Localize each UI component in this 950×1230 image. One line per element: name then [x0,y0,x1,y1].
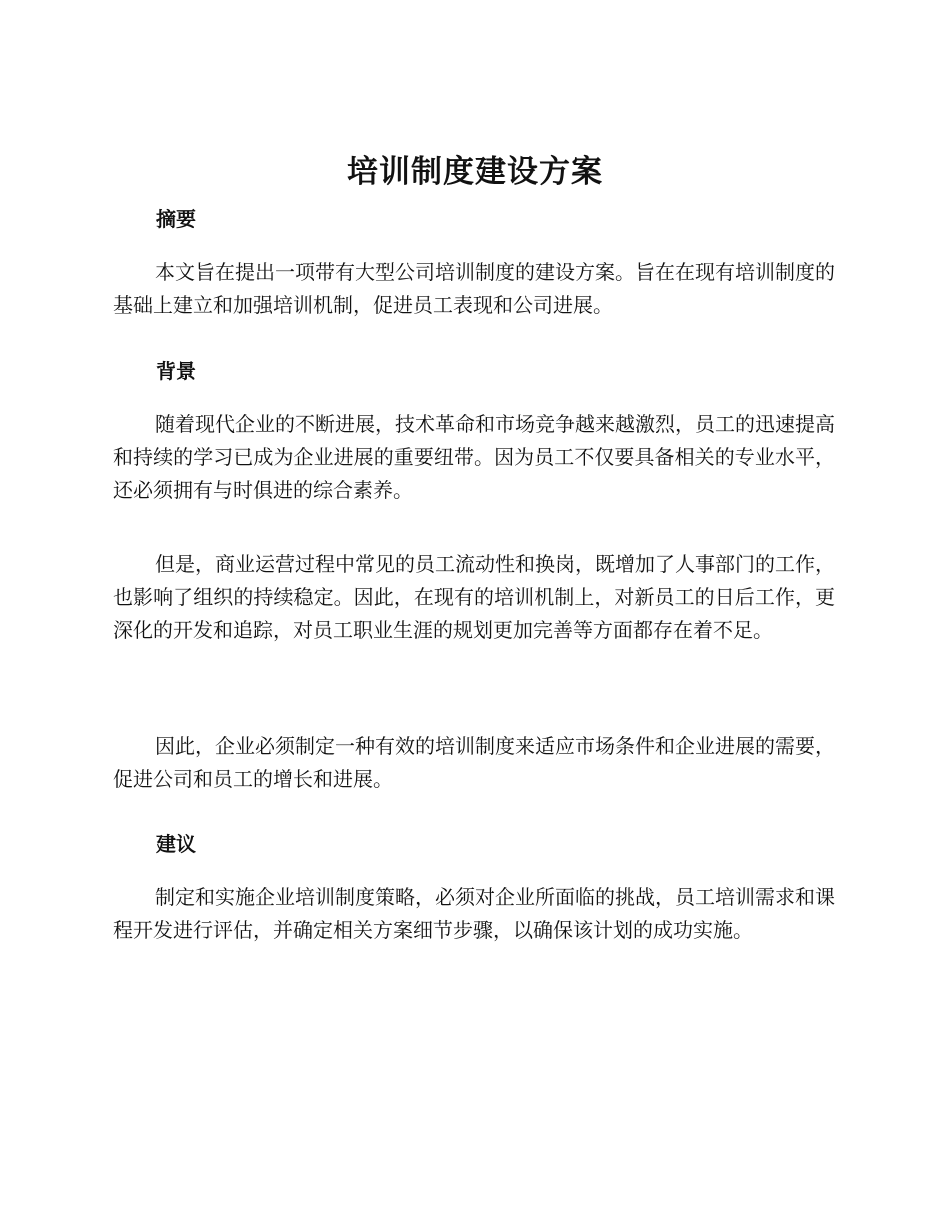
paragraph-abstract-1: 本文旨在提出一项带有大型公司培训制度的建设方案。旨在在现有培训制度的基础上建立和加强培训机制，促进员工表现和公司进展。 [113,260,835,317]
paragraph-background-2: 但是，商业运营过程中常见的员工流动性和换岗，既增加了人事部门的工作，也影响了组织的持续稳定。因此，在现有的培训机制上，对新员工的日后工作，更深化的开发和追踪，对员工职业生涯的规划更加完善等方面都存在着不足。 [113,552,835,642]
section-heading-abstract: 摘要 [156,207,196,231]
paragraph-suggestion-1: 制定和实施企业培训制度策略，必须对企业所面临的挑战，员工培训需求和课程开发进行评估，并确定相关方案细节步骤，以确保该计划的成功实施。 [113,885,835,942]
paragraph-background-3: 因此，企业必须制定一种有效的培训制度来适应市场条件和企业进展的需要，促进公司和员工的增长和进展。 [113,734,835,791]
document-title: 培训制度建设方案 [347,154,603,190]
section-heading-background: 背景 [156,359,196,383]
paragraph-background-1: 随着现代企业的不断进展，技术革命和市场竞争越来越激烈，员工的迅速提高和持续的学习已成为企业进展的重要纽带。因为员工不仅要具备相关的专业水平，还必须拥有与时俱进的综合素养。 [113,412,835,502]
section-heading-suggestion: 建议 [156,832,196,856]
